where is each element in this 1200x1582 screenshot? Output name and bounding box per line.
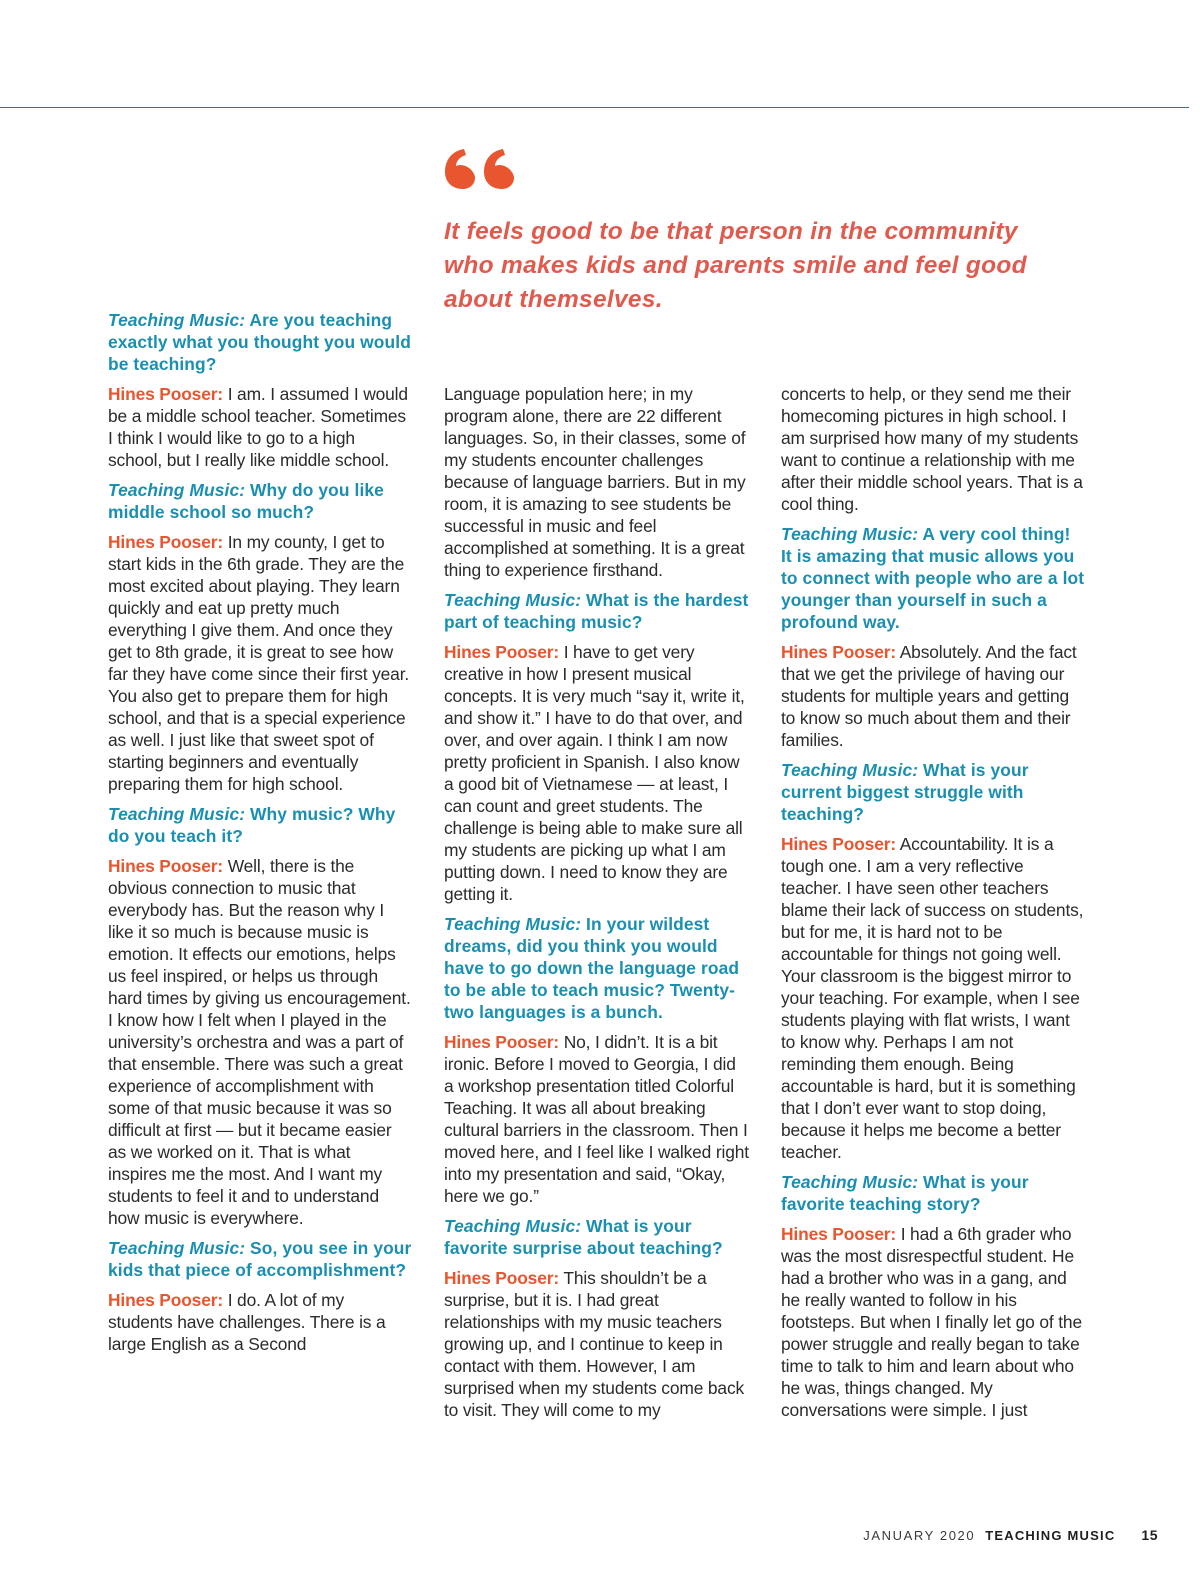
- interview-question: [108, 309, 413, 375]
- speaker-label: Hines Pooser:: [108, 1290, 223, 1310]
- speaker-label: Hines Pooser:: [444, 1032, 559, 1052]
- answer-text: I do. A lot of my students have challenges. There is a large English as a Second: [108, 1290, 386, 1354]
- interviewer-label: Teaching Music:: [108, 804, 246, 824]
- interview-question: [781, 523, 1086, 633]
- question-text: Why do you like middle school so much?: [108, 480, 384, 522]
- page-footer: [863, 1527, 1158, 1543]
- speaker-label: Hines Pooser:: [444, 1268, 559, 1288]
- article-column-3: [781, 383, 1086, 1429]
- pull-quote: It feels good to be that person in the community who makes kids and parents smile and feel good about themselves.: [444, 218, 1027, 313]
- speaker-label: Hines Pooser:: [108, 856, 223, 876]
- interview-answer: [444, 641, 749, 905]
- answer-text: In my county, I get to start kids in the 6th grade. They are the most excited about playing. They learn quickly and eat up pretty much everything I give them. And once they get to 8th grade, it is great to see how far they have come since their first year. You also get to prepare them for high school, and that is a special experience as well. I just like that sweet spot of starting beginners and eventually preparing them for high school.: [108, 532, 410, 794]
- speaker-label: Hines Pooser:: [781, 1224, 896, 1244]
- quote-mark-right: [484, 149, 514, 189]
- interview-question: [108, 1237, 413, 1281]
- question-text: Are you teaching exactly what you thought you would be teaching?: [108, 310, 411, 374]
- interviewer-label: Teaching Music:: [444, 1216, 582, 1236]
- interviewer-label: Teaching Music:: [108, 310, 246, 330]
- interview-answer: [108, 855, 413, 1229]
- interviewer-label: Teaching Music:: [781, 1172, 919, 1192]
- speaker-label: Hines Pooser:: [781, 642, 896, 662]
- interview-answer: [781, 833, 1086, 1163]
- interview-answer: [781, 1223, 1086, 1421]
- question-text: What is your favorite teaching story?: [781, 1172, 1029, 1214]
- answer-text: Accountability. It is a tough one. I am a very reflective teacher. I have seen other teachers blame their lack of success on students, but for me, it is hard not to be accountable for things not going well. Your classroom is the biggest mirror to your teaching. For example, when I see students playing with flat wrists, I want to know why. Perhaps I am not reminding them enough. Being accountable is hard, but it is something that I don’t ever want to stop doing, because it helps me become a better teacher.: [781, 834, 1084, 1162]
- interview-question: [444, 589, 749, 633]
- answer-text: No, I didn’t. It is a bit ironic. Before I moved to Georgia, I did a workshop presentation titled Colorful Teaching. It was all about breaking cultural barriers in the classroom. Then I moved here, and I feel like I walked right into my presentation and said, “Okay, here we go.”: [444, 1032, 749, 1206]
- question-text: What is your current biggest struggle with teaching?: [781, 760, 1029, 824]
- interview-question: [444, 1215, 749, 1259]
- answer-continuation: Language population here; in my program alone, there are 22 different languages. So, in their classes, some of my students encounter challenges because of language barriers. But in my room, it is amazing to see students be successful in music and feel accomplished at something. It is a great thing to experience firsthand.: [444, 384, 746, 580]
- publication-name: TEACHING MUSIC: [985, 1528, 1116, 1543]
- interview-question: [781, 759, 1086, 825]
- question-text: So, you see in your kids that piece of accomplishment?: [108, 1238, 412, 1280]
- interview-question: [108, 479, 413, 523]
- speaker-label: Hines Pooser:: [108, 384, 223, 404]
- interview-answer: [108, 383, 413, 471]
- answer-text: Well, there is the obvious connection to music that everybody has. But the reason why I like it so much is because music is emotion. It effects our emotions, helps us feel inspired, or helps us through hard times by giving us encouragement. I know how I felt when I played in the university’s orchestra and was a part of that ensemble. There was such a great experience of accomplishment with some of that music because it was so difficult at first — but it became easier as we worked on it. That is what inspires me the most. And I want my students to feel it and to understand how music is everywhere.: [108, 856, 411, 1228]
- question-text: What is your favorite surprise about teaching?: [444, 1216, 723, 1258]
- speaker-label: Hines Pooser:: [444, 642, 559, 662]
- question-text: In your wildest dreams, did you think you would have to go down the language road to be able to teach music? Twenty-two languages is a bunch.: [444, 914, 740, 1022]
- answer-text: This shouldn’t be a surprise, but it is. I had great relationships with my music teachers growing up, and I continue to keep in contact with them. However, I am surprised when my students come back to visit. They will come to my: [444, 1268, 745, 1420]
- interviewer-label: Teaching Music:: [781, 760, 919, 780]
- interviewer-label: Teaching Music:: [444, 590, 582, 610]
- speaker-label: Hines Pooser:: [108, 532, 223, 552]
- interviewer-label: Teaching Music:: [108, 480, 246, 500]
- question-text: Why music? Why do you teach it?: [108, 804, 396, 846]
- answer-text: Absolutely. And the fact that we get the privilege of having our students for multiple years and getting to know so much about them and their families.: [781, 642, 1077, 750]
- interviewer-label: Teaching Music:: [444, 914, 582, 934]
- quote-mark-left: [445, 149, 475, 189]
- article-column-2: [444, 383, 749, 1429]
- interview-answer: [108, 531, 413, 795]
- page-number: 15: [1141, 1527, 1158, 1543]
- interview-answer: [108, 1289, 413, 1355]
- article-column-1: [108, 309, 413, 1363]
- top-rule: [0, 107, 1189, 108]
- interview-answer: [444, 1031, 749, 1207]
- interviewer-label: Teaching Music:: [108, 1238, 246, 1258]
- interview-answer: [444, 1267, 749, 1421]
- speaker-label: Hines Pooser:: [781, 834, 896, 854]
- double-quote-mark-icon: [443, 143, 523, 191]
- question-text: A very cool thing! It is amazing that music allows you to connect with people who are a lot younger than yourself in such a profound way.: [781, 524, 1085, 632]
- interview-answer: [781, 641, 1086, 751]
- interviewer-label: Teaching Music:: [781, 524, 919, 544]
- answer-text: I had a 6th grader who was the most disrespectful student. He had a brother who was in a gang, and he really wanted to follow in his footsteps. But when I finally let go of the power struggle and really began to take time to talk to him and learn about who he was, things changed. My conversations were simple. I just: [781, 1224, 1082, 1420]
- issue-date: JANUARY 2020: [863, 1528, 976, 1543]
- interview-question: [781, 1171, 1086, 1215]
- interview-question: [444, 913, 749, 1023]
- answer-continuation: concerts to help, or they send me their homecoming pictures in high school. I am surprised how many of my students want to continue a relationship with me after their middle school years. That is a cool thing.: [781, 384, 1083, 514]
- question-text: What is the hardest part of teaching music?: [444, 590, 749, 632]
- interview-question: [108, 803, 413, 847]
- answer-text: I am. I assumed I would be a middle school teacher. Sometimes I think I would like to go to a high school, but I really like middle school.: [108, 384, 408, 470]
- answer-text: I have to get very creative in how I present musical concepts. It is very much “say it, write it, and show it.” I have to do that over, and over, and over again. I think I am now pretty proficient in Spanish. I also know a good bit of Vietnamese — at least, I can count and greet students. The challenge is being able to make sure all my students are picking up what I am putting down. I need to know they are getting it.: [444, 642, 745, 904]
